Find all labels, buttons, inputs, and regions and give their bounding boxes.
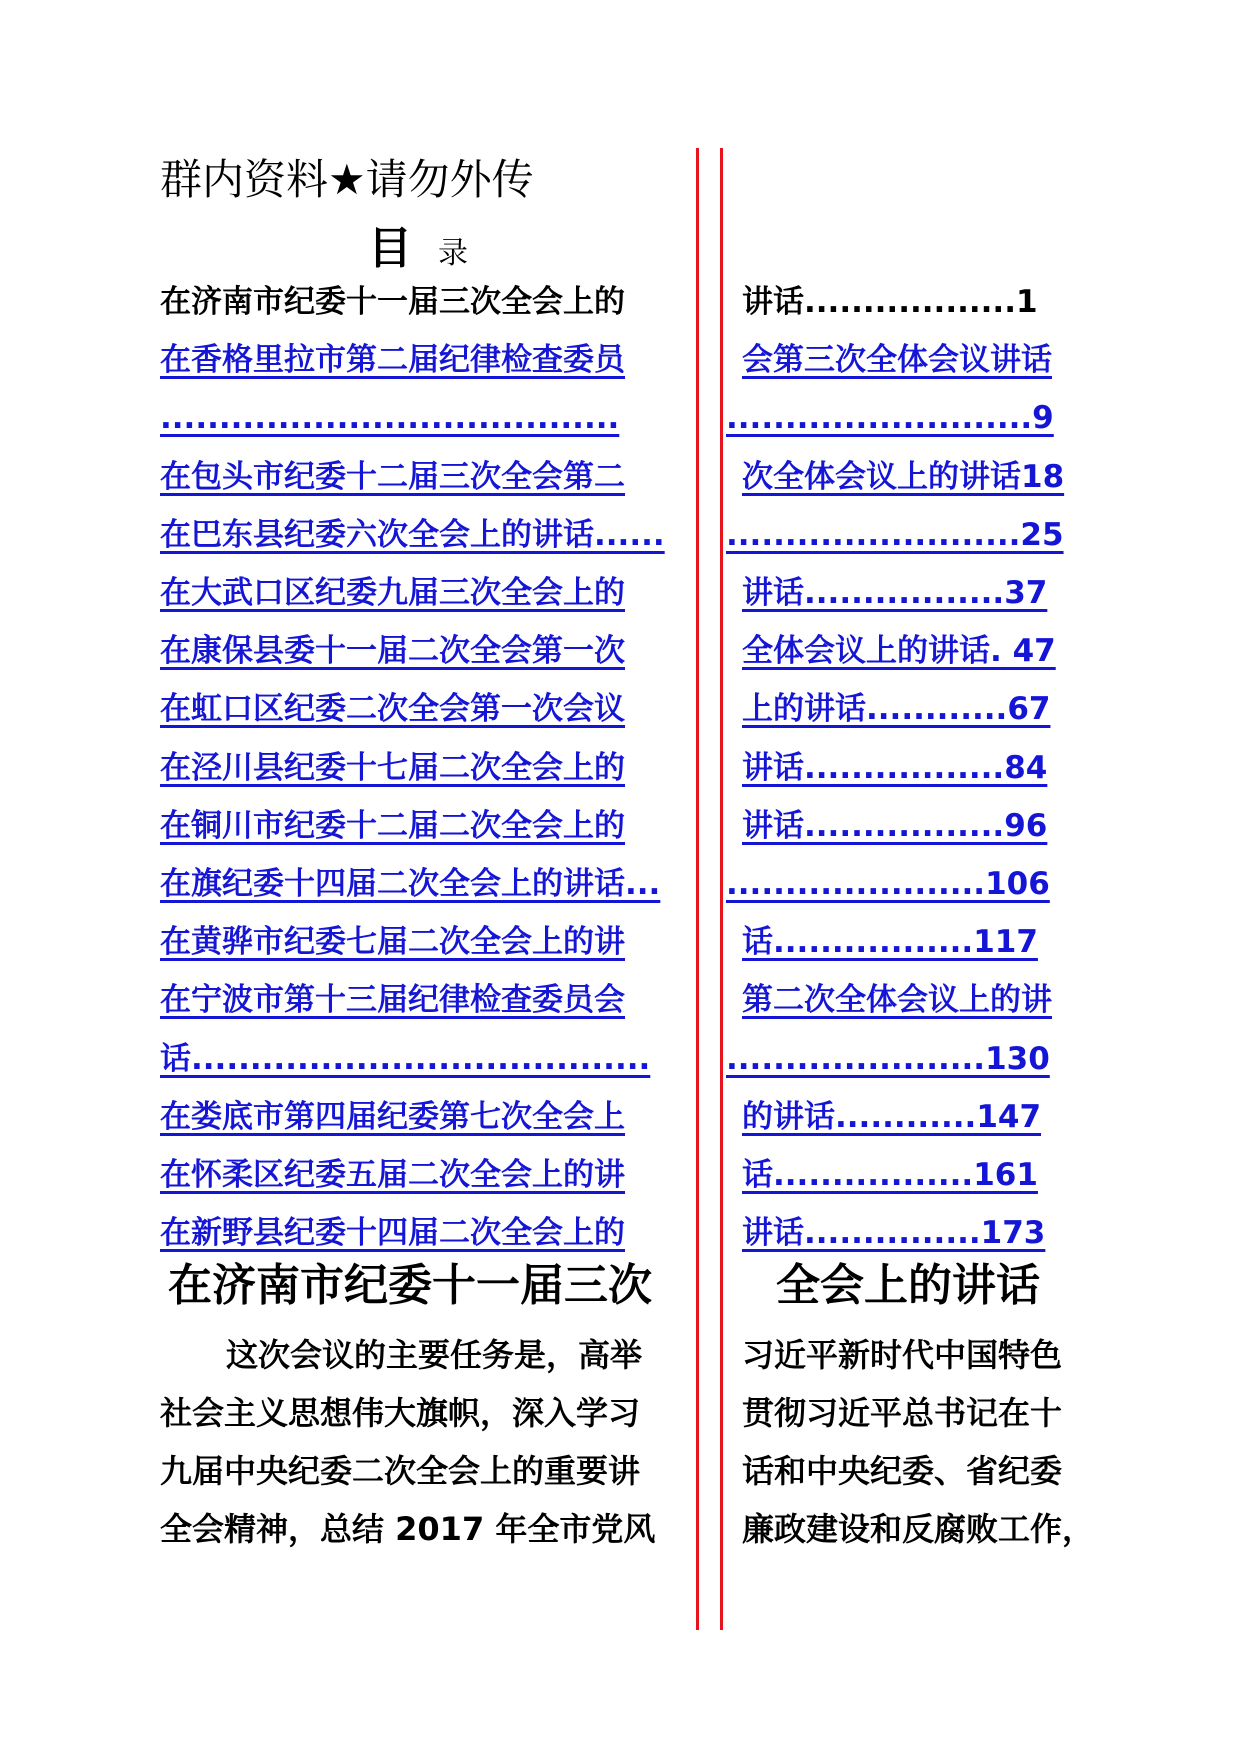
body-line-left: 全会精神，总结 2017 年全市党风 (160, 1510, 656, 1548)
toc-entry-right[interactable]: .........................25 (726, 516, 1064, 553)
toc-entry-left[interactable]: 在巴东县纪委六次全会上的讲话...... (160, 516, 665, 553)
toc-entry-left[interactable]: 在铜川市纪委十二届二次全会上的 (160, 807, 625, 844)
toc-entry-right[interactable]: 上的讲话............67 (742, 691, 1051, 728)
toc-entry-right[interactable]: 话.................161 (742, 1157, 1038, 1193)
toc-title-main: 目 (368, 223, 412, 274)
toc-entry-right[interactable]: 话.................117 (742, 924, 1038, 961)
toc-entry-left[interactable]: 在泾川县纪委十七届二次全会上的 (160, 749, 625, 786)
toc-entry-right[interactable]: 会第三次全体会议讲话 (742, 342, 1052, 379)
toc-entry-right[interactable]: 讲话.................37 (742, 575, 1048, 611)
toc-entry-right[interactable]: ..........................9 (726, 400, 1054, 437)
article-title-left: 在济南市纪委十一届三次 (168, 1260, 652, 1311)
toc-title (368, 212, 468, 276)
body-line-right: 廉政建设和反腐败工作， (742, 1510, 1095, 1548)
toc-entry-right[interactable]: 全体会议上的讲话. 47 (742, 633, 1056, 670)
toc-entry-left[interactable]: 在旗纪委十四届二次全会上的讲话... (160, 866, 661, 902)
toc-entry-right[interactable]: 的讲话............147 (742, 1098, 1042, 1135)
body-line-right: 话和中央纪委、省纪委 (742, 1452, 1063, 1490)
toc-entry-left[interactable]: 话....................................... (160, 1040, 651, 1077)
toc-entry-right[interactable]: 次全体会议上的讲话18 (742, 458, 1065, 495)
toc-entry-right[interactable]: ......................106 (726, 866, 1050, 902)
toc-entry-right[interactable]: 讲话.................84 (742, 749, 1048, 786)
article-title-right: 全会上的讲话 (776, 1260, 1040, 1311)
toc-entry-left[interactable]: 在怀柔区纪委五届二次全会上的讲 (160, 1157, 625, 1193)
column-rule-right (720, 148, 723, 1630)
body-line-left: 社会主义思想伟大旗帜，深入学习 (160, 1394, 641, 1432)
body-line-right: 习近平新时代中国特色 (742, 1336, 1063, 1374)
body-line-left: 这次会议的主要任务是，高举 (226, 1336, 643, 1374)
toc-entry-right[interactable]: 讲话.................96 (742, 807, 1048, 844)
toc-entry-left[interactable]: 在新野县纪委十四届二次全会上的 (160, 1215, 625, 1252)
confidential-notice: 群内资料★请勿外传 (160, 155, 534, 204)
toc-entry-right[interactable]: 讲话...............173 (742, 1215, 1046, 1252)
toc-entry-right[interactable]: 第二次全体会议上的讲 (742, 982, 1052, 1019)
toc-entry-left[interactable]: 在香格里拉市第二届纪律检查委员 (160, 342, 625, 379)
toc-entry-left[interactable]: 在包头市纪委十二届三次全会第二 (160, 458, 625, 495)
toc-entry-left[interactable]: 在大武口区纪委九届三次全会上的 (160, 575, 625, 611)
toc-entry-left[interactable]: 在娄底市第四届纪委第七次全会上 (160, 1098, 625, 1135)
toc-entry-right[interactable]: ......................130 (726, 1040, 1050, 1077)
toc-entry-right: 讲话..................1 (742, 284, 1038, 320)
toc-title-sub: 录 (438, 236, 468, 271)
toc-entry-left[interactable]: 在宁波市第十三届纪律检查委员会 (160, 982, 625, 1019)
toc-entry-left[interactable]: 在黄骅市纪委七届二次全会上的讲 (160, 924, 625, 961)
body-line-left: 九届中央纪委二次全会上的重要讲 (160, 1452, 641, 1490)
toc-entry-left: 在济南市纪委十一届三次全会上的 (160, 284, 625, 320)
toc-entry-left[interactable]: ....................................... (160, 400, 620, 437)
body-line-right: 贯彻习近平总书记在十 (742, 1394, 1063, 1432)
toc-entry-left[interactable]: 在康保县委十一届二次全会第一次 (160, 633, 625, 670)
toc-entry-left[interactable]: 在虹口区纪委二次全会第一次会议 (160, 691, 625, 728)
